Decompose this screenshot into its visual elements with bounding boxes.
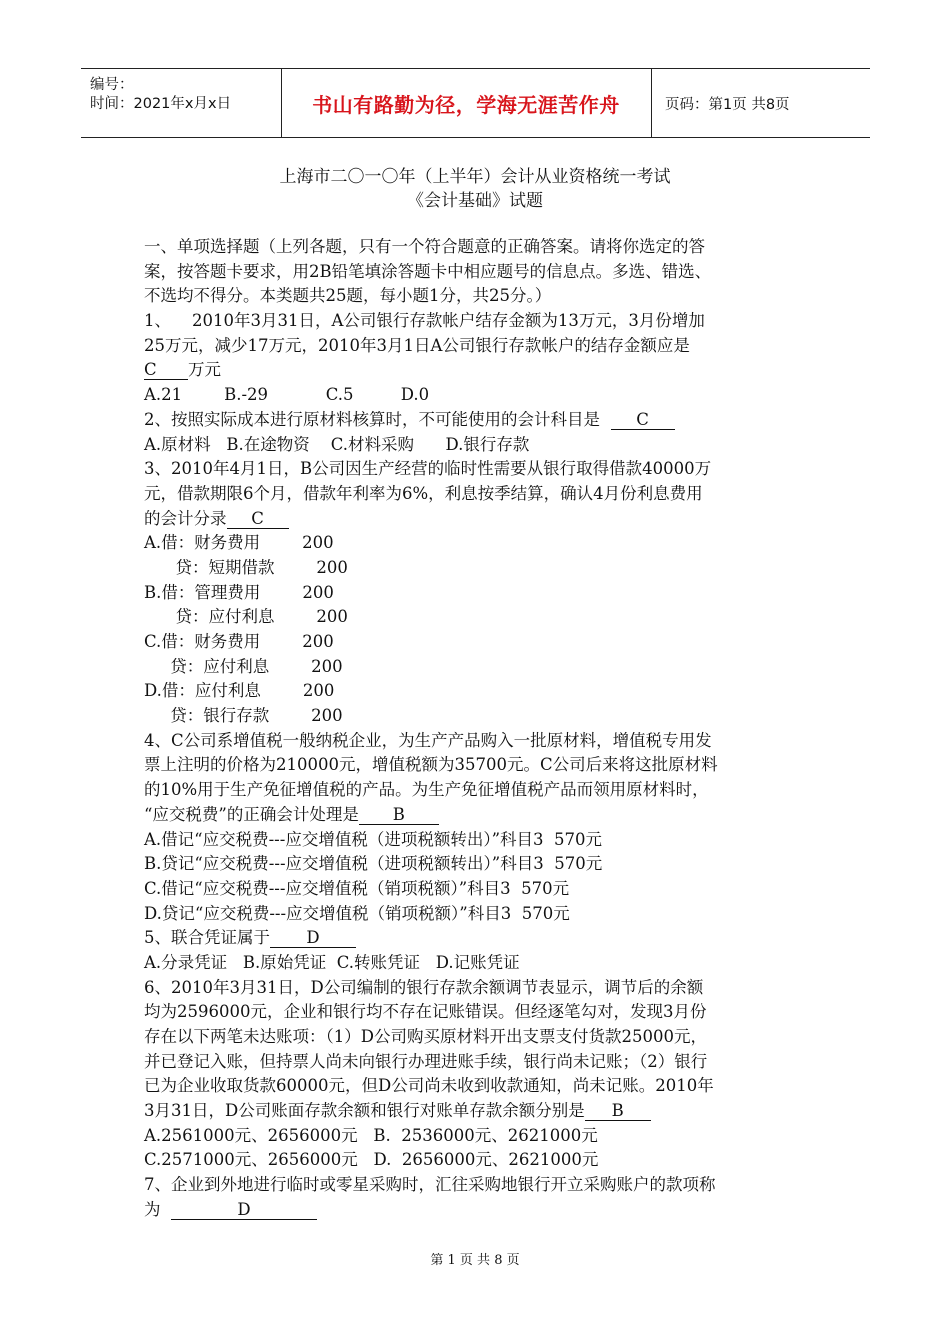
question-text: 的会计分录 <box>144 508 227 528</box>
option-line: 贷：应付利息 200 <box>144 607 348 627</box>
answer-blank: B <box>359 806 439 825</box>
answer-blank: C <box>144 361 188 380</box>
question-5 <box>144 926 814 951</box>
question-3: 3、2010年4月1日，B公司因生产经营的临时性需要从银行取得借款40000万 <box>144 459 712 479</box>
question-body <box>144 235 814 1223</box>
option-line: D.贷记“应交税费---应交增值税（销项税额）”科目3 570元 <box>144 903 570 923</box>
time-label: 时间：2021年x月x日 <box>90 96 232 112</box>
text-line: 票上注明的价格为210000元，增值税额为35700元。C公司后来将这批原材料 <box>144 755 718 775</box>
question-4: 4、C公司系增值税一般纳税企业，为生产产品购入一批原材料，增值税专用发 <box>144 730 712 750</box>
page-label: 页码：第1页 共8页 <box>665 96 790 113</box>
question-text: 2、按照实际成本进行原材料核算时，不可能使用的会计科目是 <box>144 409 611 429</box>
motto: 书山有路勤为径，学海无涯苦作舟 <box>312 92 620 117</box>
question-7: 7、企业到外地进行临时或零星采购时，汇往采购地银行开立采购账户的款项称 <box>144 1175 716 1195</box>
text-line: 并已登记入账，但持票人尚未向银行办理进账手续，银行尚未记账；（2）银行 <box>144 1051 708 1071</box>
page-footer: 第 1 页 共 8 页 <box>430 1253 520 1268</box>
option-line: B.借：管理费用 200 <box>144 582 334 602</box>
text-line: 案，按答题卡要求，用2B铅笔填涂答题卡中相应题号的信息点。多选、错选、 <box>144 261 712 281</box>
options-line: A.2561000元、2656000元 B. 2536000元、2621000元 <box>144 1125 598 1145</box>
section-heading: 一、单项选择题（上列各题，只有一个符合题意的正确答案。请将你选定的答 <box>144 237 705 256</box>
text-line: 的10%用于生产免征增值税的产品。为生产免征增值税产品而领用原材料时， <box>144 780 709 800</box>
text-line <box>144 358 814 383</box>
option-line: B.贷记“应交税费---应交增值税（进项税额转出）”科目3 570元 <box>144 854 603 874</box>
text-line: 元，借款期限6个月，借款年利率为6%，利息按季结算，确认4月份利息费用 <box>144 483 703 503</box>
answer-blank: D <box>270 929 356 948</box>
question-text: 5、联合凭证属于 <box>144 928 270 948</box>
question-text: “应交税费”的正确会计处理是 <box>144 804 359 824</box>
answer-blank: C <box>611 411 675 430</box>
number-label: 编号： <box>90 77 134 93</box>
text-line <box>144 803 814 828</box>
options-line: A.21 B.-29 C.5 D.0 <box>144 385 430 405</box>
options-line: A.原材料 B.在途物资 C.材料采购 D.银行存款 <box>144 434 530 454</box>
option-line: 贷：应付利息 200 <box>144 656 343 676</box>
text-line: 25万元，减少17万元，2010年3月1日A公司银行存款帐户的结存金额应是 <box>144 335 690 355</box>
text-line: 已为企业收取货款60000元，但D公司尚未收到收款通知，尚未记账。2010年 <box>144 1076 714 1096</box>
option-line: 贷：银行存款 200 <box>144 706 343 726</box>
text-line <box>144 1198 814 1223</box>
answer-blank: C <box>227 510 289 529</box>
document-title: 上海市二〇一〇年（上半年）会计从业资格统一考试 <box>279 167 671 187</box>
options-line: A.分录凭证 B.原始凭证 C.转账凭证 D.记账凭证 <box>144 952 520 972</box>
option-line: C.借记“应交税费---应交增值税（销项税额）”科目3 570元 <box>144 878 570 898</box>
answer-unit: 万元 <box>188 360 221 380</box>
options-line: C.2571000元、2656000元 D. 2656000元、2621000元 <box>144 1150 599 1170</box>
text-line: 不选均不得分。本类题共25题，每小题1分，共25分。） <box>144 286 552 306</box>
header-motto-cell <box>281 69 652 137</box>
header-table <box>81 68 870 138</box>
answer-blank: B <box>585 1102 651 1121</box>
question-text: 为 <box>144 1199 171 1219</box>
text-line <box>144 507 814 532</box>
option-line: C.借：财务费用 200 <box>144 632 334 651</box>
text-line: 均为2596000元，企业和银行均不存在记账错误。但经逐笔勾对，发现3月份 <box>144 1002 707 1022</box>
option-line: A.借记“应交税费---应交增值税（进项税额转出）”科目3 570元 <box>144 829 602 849</box>
question-2 <box>144 408 814 433</box>
question-text: 3月31日，D公司账面存款余额和银行对账单存款余额分别是 <box>144 1101 585 1121</box>
option-line: 贷：短期借款 200 <box>144 557 348 577</box>
text-line <box>144 1099 814 1124</box>
header-page-cell <box>651 69 870 137</box>
question-6: 6、2010年3月31日，D公司编制的银行存款余额调节表显示，调节后的余额 <box>144 977 704 997</box>
text-line: 存在以下两笔未达账项：（1）D公司购买原材料开出支票支付货款25000元， <box>144 1027 707 1046</box>
answer-blank: D <box>171 1201 317 1220</box>
header-info-cell <box>81 69 282 137</box>
option-line: D.借：应付利息 200 <box>144 681 335 701</box>
question-1: 1、 2010年3月31日，A公司银行存款帐户结存金额为13万元，3月份增加 <box>144 311 705 331</box>
option-line: A.借：财务费用 200 <box>144 533 334 553</box>
document-subtitle: 《会计基础》试题 <box>407 191 543 211</box>
